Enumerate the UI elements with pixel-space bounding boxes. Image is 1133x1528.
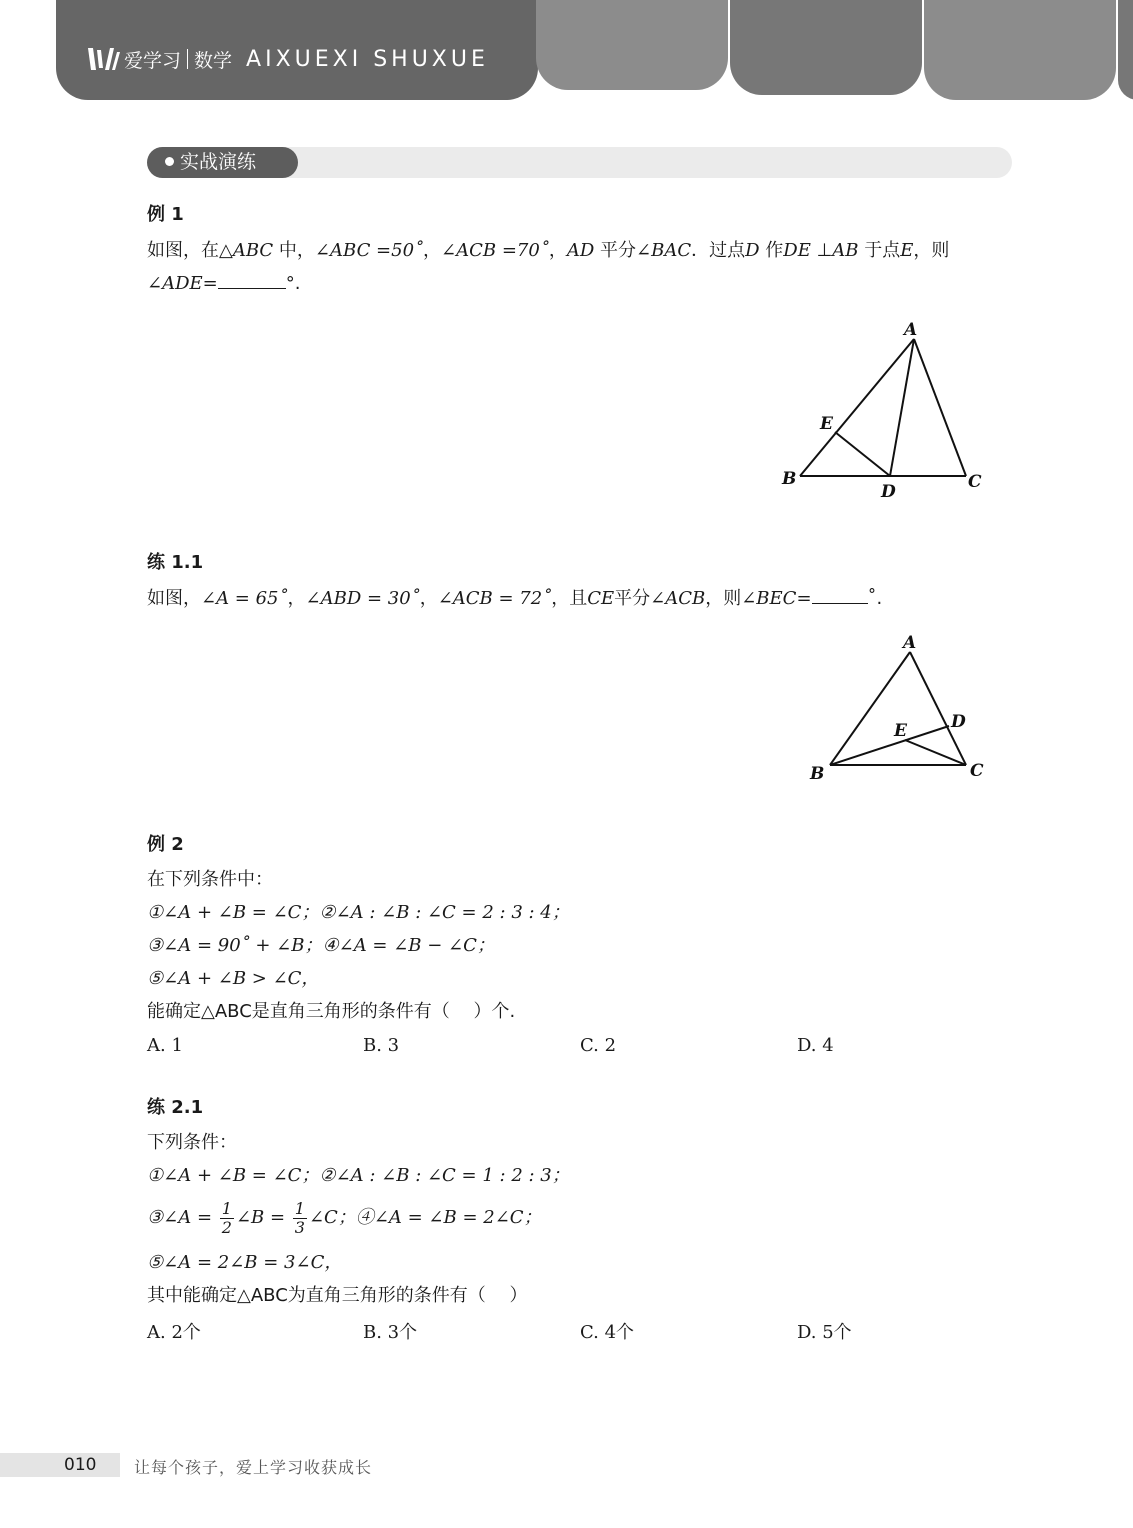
segment-AB [830, 652, 910, 765]
label-A: A [903, 633, 917, 653]
example-2-condition-3: ⑤∠A + ∠B > ∠C， [147, 968, 320, 989]
header-tab [536, 0, 728, 90]
practice-2-1-option-d[interactable]: D. 5个 [797, 1322, 852, 1343]
answer-blank[interactable] [812, 585, 868, 604]
label-C: C [970, 761, 984, 781]
example-2-option-b[interactable]: B. 3 [363, 1035, 400, 1056]
practice-2-1-condition-2: ③∠A = $\frac{1}{2}$ ∠B = $\frac{1}{3}$ ∠C；④∠A = ∠B = 2∠C； [147, 1198, 542, 1237]
segment-AC [910, 652, 966, 765]
example-1-label: 例 1 [147, 204, 184, 225]
practice-2-1-condition-3: ⑤∠A = 2∠B = 3∠C， [147, 1252, 343, 1273]
brand-name-en: AIXUEXI SHUXUE [246, 46, 489, 72]
label-C: C [968, 472, 982, 492]
header-tab [924, 0, 1116, 100]
section-title: 实战演练 [147, 147, 298, 178]
example-2-question: 能确定△ABC是直角三角形的条件有（ ）个. [147, 1001, 516, 1022]
page-number: 010 [64, 1455, 97, 1475]
segment-AB [800, 339, 914, 476]
footer-slogan: 让每个孩子，爱上学习收获成长 [134, 1458, 373, 1477]
brand-logo-icon [86, 44, 120, 74]
bullet-icon [165, 157, 174, 166]
example-2-condition-2: ③∠A = 90˚ + ∠B；④∠A = ∠B − ∠C； [147, 935, 495, 956]
segment-DE [835, 432, 890, 476]
example-1-text-line1: 如图，在△ABC 中，∠ABC =50˚，∠ACB =70˚，AD 平分∠BAC．过点D 作DE ⊥AB 于点E，则 [147, 240, 950, 261]
label-D: D [951, 712, 966, 732]
figure-1 [770, 312, 1000, 512]
label-B: B [810, 764, 825, 784]
example-2-option-a[interactable]: A. 1 [147, 1035, 183, 1056]
brand-name-cn: 爱学习 [124, 49, 182, 72]
brand-subject: 数学 [194, 49, 233, 72]
practice-2-1-intro: 下列条件： [147, 1132, 237, 1153]
practice-1-1-label: 练 1.1 [147, 552, 204, 573]
segment-AC [914, 339, 966, 476]
label-E: E [894, 721, 907, 741]
fraction-third: $\frac{1}{3}$ [294, 1198, 305, 1237]
practice-2-1-option-a[interactable]: A. 2个 [147, 1322, 201, 1343]
practice-2-1-question: 其中能确定△ABC为直角三角形的条件有（ ） [147, 1285, 528, 1306]
brand-separator [187, 49, 188, 69]
segment-CE [905, 740, 966, 765]
segment-AD [890, 339, 914, 476]
label-E: E [820, 414, 833, 434]
example-2-label: 例 2 [147, 834, 184, 855]
header-tab [1118, 0, 1133, 100]
practice-2-1-label: 练 2.1 [147, 1097, 204, 1118]
header-tab [730, 0, 922, 95]
example-1-text-line2: ∠ADE= °. [147, 270, 300, 297]
footer-bar [0, 1453, 120, 1477]
practice-1-1-text: 如图，∠A = 65˚，∠ABD = 30˚，∠ACB = 72˚，且CE平分∠ACB，则∠BEC= ˚. [147, 585, 882, 612]
fraction-half: $\frac{1}{2}$ [221, 1198, 232, 1237]
example-2-option-c[interactable]: C. 2 [580, 1035, 617, 1056]
practice-2-1-condition-1: ①∠A + ∠B = ∠C；②∠A : ∠B : ∠C = 1 : 2 : 3； [147, 1165, 570, 1186]
segment-BD [830, 726, 949, 765]
label-A: A [904, 320, 918, 340]
example-2-condition-1: ①∠A + ∠B = ∠C；②∠A : ∠B : ∠C = 2 : 3 : 4； [147, 902, 570, 923]
answer-blank[interactable] [218, 270, 286, 289]
label-B: B [782, 469, 797, 489]
practice-2-1-option-b[interactable]: B. 3个 [363, 1322, 418, 1343]
figure-2 [800, 628, 1000, 788]
practice-2-1-option-c[interactable]: C. 4个 [580, 1322, 635, 1343]
brand [86, 44, 489, 74]
example-2-intro: 在下列条件中： [147, 869, 273, 890]
example-2-option-d[interactable]: D. 4 [797, 1035, 834, 1056]
label-D: D [881, 482, 896, 502]
